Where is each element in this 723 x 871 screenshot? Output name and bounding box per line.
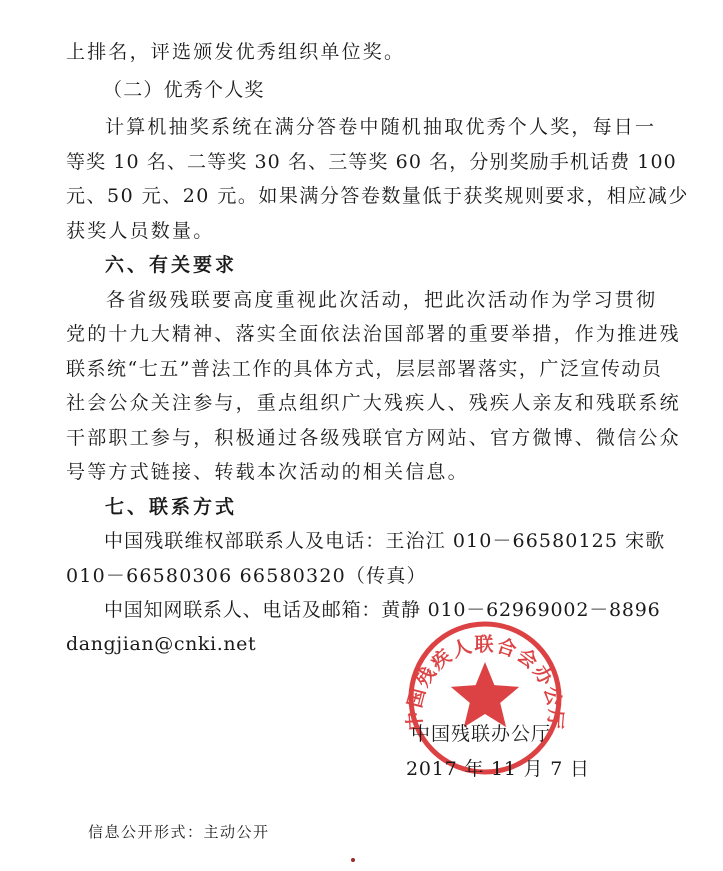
issuer-name: 中国残联办公厅 bbox=[411, 723, 552, 745]
body-text-line: 等奖 10 名、二等奖 30 名、三等奖 60 名，分别奖励手机话费 100 bbox=[66, 151, 677, 173]
email-text: dangjian@cnki.net bbox=[66, 633, 257, 655]
ink-dot-mark bbox=[351, 858, 355, 862]
contact-line: 010－66580306 66580320（传真） bbox=[66, 565, 427, 587]
subsection-heading: （二）优秀个人奖 bbox=[103, 79, 265, 101]
body-text-line: 联系统“七五”普法工作的具体方式，层层部署落实，广泛宣传动员 bbox=[66, 358, 663, 380]
body-text-line: 各省级残联要高度重视此次活动，把此次活动作为学习贯彻 bbox=[106, 289, 658, 311]
section-heading: 七、联系方式 bbox=[105, 496, 238, 518]
body-text-line: 获奖人员数量。 bbox=[66, 220, 215, 242]
disclosure-note: 信息公开形式：主动公开 bbox=[88, 823, 270, 841]
official-seal-stamp bbox=[400, 618, 570, 778]
seal-star-icon bbox=[451, 662, 519, 727]
body-text-line: 社会公众关注参与，重点组织广大残疾人、残疾人亲友和残联系统 bbox=[66, 392, 681, 414]
body-text-line: 号等方式链接、转载本次活动的相关信息。 bbox=[66, 461, 469, 483]
body-text-line: 元、50 元、20 元。如果满分答卷数量低于获奖规则要求，相应减少 bbox=[66, 185, 689, 207]
body-text-line: 干部职工参与，积极通过各级残联官方网站、官方微博、微信公众 bbox=[66, 427, 681, 449]
body-text-line: 上排名，评选颁发优秀组织单位奖。 bbox=[66, 41, 406, 63]
svg-text:中国残疾人联合会办公厅: 中国残疾人联合会办公厅 bbox=[403, 633, 567, 732]
issue-date: 2017 年 11 月 7 日 bbox=[406, 758, 590, 780]
section-heading: 六、有关要求 bbox=[105, 254, 238, 276]
contact-line: 中国残联维权部联系人及电话：王治江 010－66580125 宋歌 bbox=[104, 530, 666, 552]
body-text-line: 计算机抽奖系统在满分答卷中随机抽取优秀个人奖，每日一 bbox=[105, 116, 657, 138]
body-text-line: 党的十九大精神、落实全面依法治国部署的重要举措，作为推进残 bbox=[66, 323, 681, 345]
contact-line: 中国知网联系人、电话及邮箱：黄静 010－62969002－8896 bbox=[104, 599, 661, 621]
